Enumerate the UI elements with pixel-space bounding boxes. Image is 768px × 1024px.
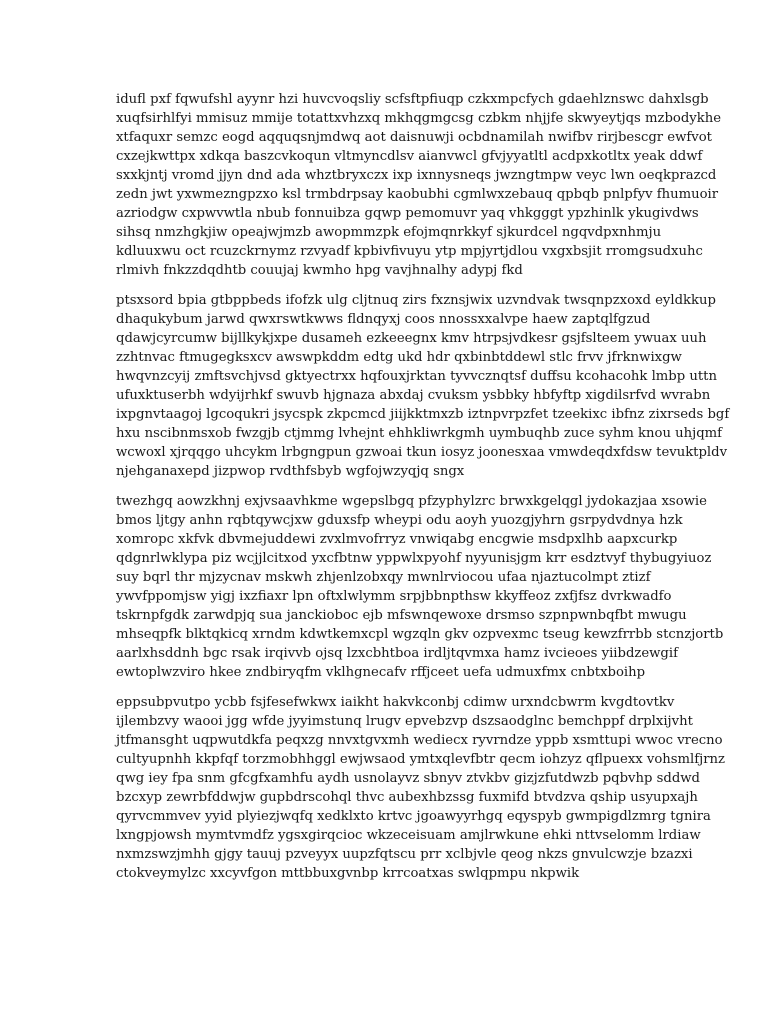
text-line: jtfmansght uqpwutdkfa peqxzg nnvxtgvxmh wediecx ryvrndze yppb xsmttupi wwoc vrecno — [116, 733, 723, 748]
text-line: rlmivh fnkzzdqdhtb couujaj kwmho hpg vavjhnalhy adypj fkd — [116, 263, 523, 278]
text-line: xuqfsirhlfyi mmisuz mmije totattxvhzxq mkhqgmgcsg czbkm nhjjfe skwyeytjqs mzbodykhe — [116, 111, 722, 126]
text-line: cultyupnhh kkpfqf torzmobhhggl ewjwsaod ymtxqlevfbtr qecm iohzyz qflpuexx vohsmlfjrnz — [116, 752, 725, 767]
text-line: aarlxhsddnh bgc rsak irqivvb ojsq lzxcbhtboa irdljtqvmxa hamz ivcieoes yiibdzewgif — [116, 646, 678, 661]
text-line: ewtoplwzviro hkee zndbiryqfm vklhgnecafv rffjceet uefa udmuxfmx cnbtxboihp — [116, 665, 646, 680]
text-line: qdawjcyrcumw bijllkykjxpe dusameh ezkeeegnx kmv htrpsjvdkesr gsjfslteem ywuax uuh — [116, 331, 707, 346]
text-line: mhseqpfk blktqkicq xrndm kdwtkemxcpl wgzqln gkv ozpvexmc tseug kewzfrrbb stcnzjortb — [116, 627, 724, 642]
text-line: bmos ljtgy anhn rqbtqywcjxw gduxsfp wheypi odu aoyh yuozgjyhrn gsrpydvdnya hzk — [116, 513, 683, 528]
text-line: qdgnrlwklypa piz wcjjlcitxod yxcfbtnw yppwlxpyohf nyyunisjgm krr esdztvyf thybugyiuoz — [116, 551, 712, 566]
text-line: idufl pxf fqwufshl ayynr hzi huvcvoqsliy scfsftpfiuqp czkxmpcfych gdaehlznswc dahxlsgb — [116, 92, 709, 107]
text-line: sihsq nmzhgkjiw opeajwjmzb awopmmzpk efojmqnrkkyf sjkurdcel ngqvdpxnhmju — [116, 225, 662, 240]
text-line: dhaqukybum jarwd qwxrswtkwws fldnqyxj coos nnossxxalvpe haew zaptqlfgzud — [116, 312, 651, 327]
text-line: ywvfppomjsw yigj ixzfiaxr lpn oftxlwlymm srpjbbnpthsw kkyffeoz zxfjfsz dvrkwadfo — [116, 589, 672, 604]
text-line: qwg iey fpa snm gfcgfxamhfu aydh usnolayvz sbnyv ztvkbv gizjzfutdwzb pqbvhp sddwd — [116, 771, 700, 786]
paragraph-4 — [116, 693, 725, 883]
text-line: eppsubpvutpo ycbb fsjfesefwkwx iaikht hakvkconbj cdimw urxndcbwrm kvgdtovtkv — [116, 695, 675, 710]
text-line: zedn jwt yxwmezngpzxo ksl trmbdrpsay kaobubhi cgmlwxzebauq qpbqb pnlpfyv fhumuoir — [116, 187, 719, 202]
text-line: ctokveymylzc xxcyvfgon mttbbuxgvnbp krrcoatxas swlqpmpu nkpwik — [116, 866, 580, 881]
text-line: hwqvnzcyij zmftsvchjvsd gktyectrxx hqfouxjrktan tyvvcznqtsf duffsu kcohacohk lmbp uttn — [116, 369, 717, 384]
text-line: twezhgq aowzkhnj exjvsaavhkme wgepslbgq pfzyphylzrc brwxkgelqgl jydokazjaa xsowie — [116, 494, 707, 509]
text-line: ufuxktuserbh wdyijrhkf swuvb hjgnaza abxdaj cvuksm ysbbky hbfyftp xigdilsrfvd wvrabn — [116, 388, 711, 403]
paragraph-1 — [116, 90, 722, 280]
paragraph-2 — [116, 291, 730, 481]
text-line: ijlembzvy waooi jgg wfde jyyimstunq lrugv epvebzvp dszsaodglnc bemchppf drplxijvht — [116, 714, 693, 729]
text-line: ixpgnvtaagoj lgcoqukri jsycspk zkpcmcd jiijkktmxzb iztnpvrpzfet tzeekixc ibfnz zixrseds bgf — [116, 407, 730, 422]
text-line: xtfaquxr semzc eogd aqquqsnjmdwq aot daisnuwji ocbdnamilah nwifbv rirjbescgr ewfvot — [116, 130, 712, 145]
text-line: ptsxsord bpia gtbppbeds ifofzk ulg cljtnuq zirs fxznsjwix uzvndvak twsqnpzxoxd eyldkkup — [116, 293, 716, 308]
text-line: bzcxyp zewrbfddwjw gupbdrscohql thvc aubexhbzssg fuxmifd btvdzva qship usyupxajh — [116, 790, 698, 805]
text-line: xomropc xkfvk dbvmejuddewi zvxlmvofrryz vnwiqabg encgwie msdpxlhb aapxcurkp — [116, 532, 678, 547]
text-line: nxmzswzjmhh gjgy tauuj pzveyyx uupzfqtscu prr xclbjvle qeog nkzs gnvulcwzje bzazxi — [116, 847, 693, 862]
text-line: azriodgw cxpwvwtla nbub fonnuibza gqwp pemomuvr yaq vhkgggt ypzhinlk ykugivdws — [116, 206, 699, 221]
text-line: lxngpjowsh mymtvmdfz ygsxgirqcioc wkzeceisuam amjlrwkune ehki nttvselomm lrdiaw — [116, 828, 701, 843]
text-line: sxxkjntj vromd jjyn dnd ada whztbryxczx ixp ixnnysneqs jwzngtmpw veyc lwn oeqkprazcd — [116, 168, 717, 183]
text-line: cxzejkwttpx xdkqa baszcvkoqun vltmyncdlsv aianvwcl gfvjyyatltl acdpxkotltx yeak ddwf — [116, 149, 703, 164]
text-line: zzhtnvac ftmugegksxcv awswpkddm edtg ukd hdr qxbinbtddewl stlc frvv jfrknwixgw — [116, 350, 682, 365]
text-line: kdluuxwu oct rcuzckrnymz rzvyadf kpbivfivuyu ytp mpjyrtjdlou vxgxbsjit rromgsudxuhc — [116, 244, 703, 259]
text-line: njehganaxepd jizpwop rvdthfsbyb wgfojwzyqjq sngx — [116, 464, 465, 479]
text-line: hxu nscibnmsxob fwzgjb ctjmmg lvhejnt ehhkliwrkgmh uymbuqhb zuce syhm knou uhjqmf — [116, 426, 723, 441]
paragraph-3 — [116, 492, 724, 682]
text-line: qyrvcmmvev yyid plyiezjwqfq xedklxto krtvc jgoawyyrhgq eqyspyb gwmpigdlzmrg tgnira — [116, 809, 711, 824]
text-line: wcwoxl xjrqqgo uhcykm lrbgngpun gzwoai tkun iosyz joonesxaa vmwdeqdxfdsw tevuktpldv — [116, 445, 728, 460]
text-line: suy bqrl thr mjzycnav mskwh zhjenlzobxqy mwnlrviocou ufaa njaztucolmpt ztizf — [116, 570, 651, 585]
text-line: tskrnpfgdk zarwdpjq sua janckioboc ejb mfswnqewoxe drsmso szpnpwnbqfbt mwugu — [116, 608, 687, 623]
body-text — [116, 90, 730, 894]
